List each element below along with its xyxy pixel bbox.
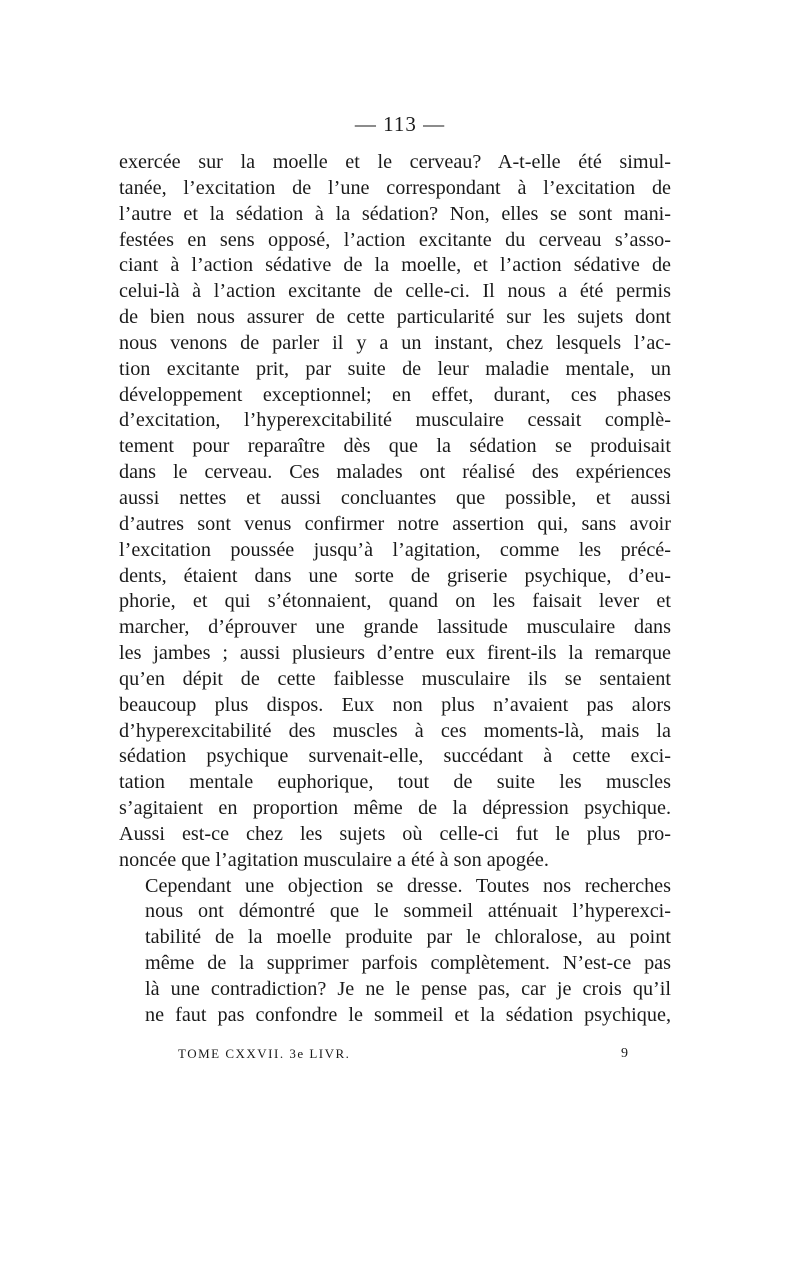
footer-signature: 9 [621,1046,628,1061]
text-line: sédation psychique survenait-elle, succédant à cette exci- [119,745,671,768]
text-line: dans le cerveau. Ces malades ont réalisé des expériences [119,461,671,484]
text-line: beaucoup plus dispos. Eux non plus n’avaient pas alors [119,693,671,716]
text-line: festées en sens opposé, l’action excitante du cerveau s’asso- [119,228,671,251]
text-line: ne faut pas confondre le sommeil et la sédation psychique, [145,1003,671,1026]
text-line: s’agitaient en proportion même de la dépression psychique. [119,797,671,820]
paragraph-2 [119,874,671,1029]
text-line: de bien nous assurer de cette particularité sur les sujets dont [119,306,671,329]
text-line: qu’en dépit de cette faiblesse musculaire ils se sentaient [119,667,671,690]
text-line: tanée, l’excitation de l’une correspondant à l’excitation de [119,176,671,199]
text-line: exercée sur la moelle et le cerveau? A-t-elle été simul- [119,151,671,173]
text-line: ciant à l’action sédative de la moelle, et l’action sédative de [119,254,671,277]
text-line: tion excitante prit, par suite de leur maladie mentale, un [119,357,671,380]
body-text [119,150,671,1029]
text-line: les jambes ; aussi plusieurs d’entre eux firent-ils la remarque [119,642,671,665]
text-line: d’autres sont venus confirmer notre assertion qui, sans avoir [119,512,671,535]
text-line: phorie, et qui s’étonnaient, quand on les faisait lever et [119,590,671,613]
text-line: là une contradiction? Je ne le pense pas, car je crois qu’il [145,978,671,1000]
text-line: développement exceptionnel; en effet, durant, ces phases [119,383,671,406]
text-line: tabilité de la moelle produite par le chloralose, au point [145,926,671,949]
footer-volume: TOME CXXVII. 3e LIVR. [178,1046,351,1061]
text-line: Aussi est-ce chez les sujets où celle-ci fut le plus pro- [119,822,671,845]
text-line: celui-là à l’action excitante de celle-ci. Il nous a été permis [119,280,671,303]
text-line: nous ont démontré que le sommeil atténuait l’hyperexci- [145,900,671,923]
text-line: dents, étaient dans une sorte de griserie psychique, d’eu- [119,564,671,587]
text-line: tation mentale euphorique, tout de suite les muscles [119,771,671,794]
text-line: aussi nettes et aussi concluantes que possible, et aussi [119,486,671,509]
paragraph-1 [119,150,671,874]
text-line: l’autre et la sédation à la sédation? Non, elles se sont mani- [119,202,671,225]
text-line: nous venons de parler il y a un instant, chez lesquels l’ac- [119,331,671,354]
page-footer [178,1046,628,1062]
text-line: Cependant une objection se dresse. Toutes nos recherches [145,874,671,897]
text-line: noncée que l’agitation musculaire a été à son apogée. [119,848,549,871]
page-number: — 113 — [354,112,446,136]
text-line: d’hyperexcitabilité des muscles à ces moments-là, mais la [119,719,671,742]
text-line: tement pour reparaître dès que la sédation se produisait [119,435,671,458]
text-line: l’excitation poussée jusqu’à l’agitation, comme les précé- [119,538,671,561]
text-line: d’excitation, l’hyperexcitabilité musculaire cessait complè- [119,409,671,432]
text-line: même de la supprimer parfois complètement. N’est-ce pas [145,952,671,975]
text-line: marcher, d’éprouver une grande lassitude musculaire dans [119,616,671,639]
